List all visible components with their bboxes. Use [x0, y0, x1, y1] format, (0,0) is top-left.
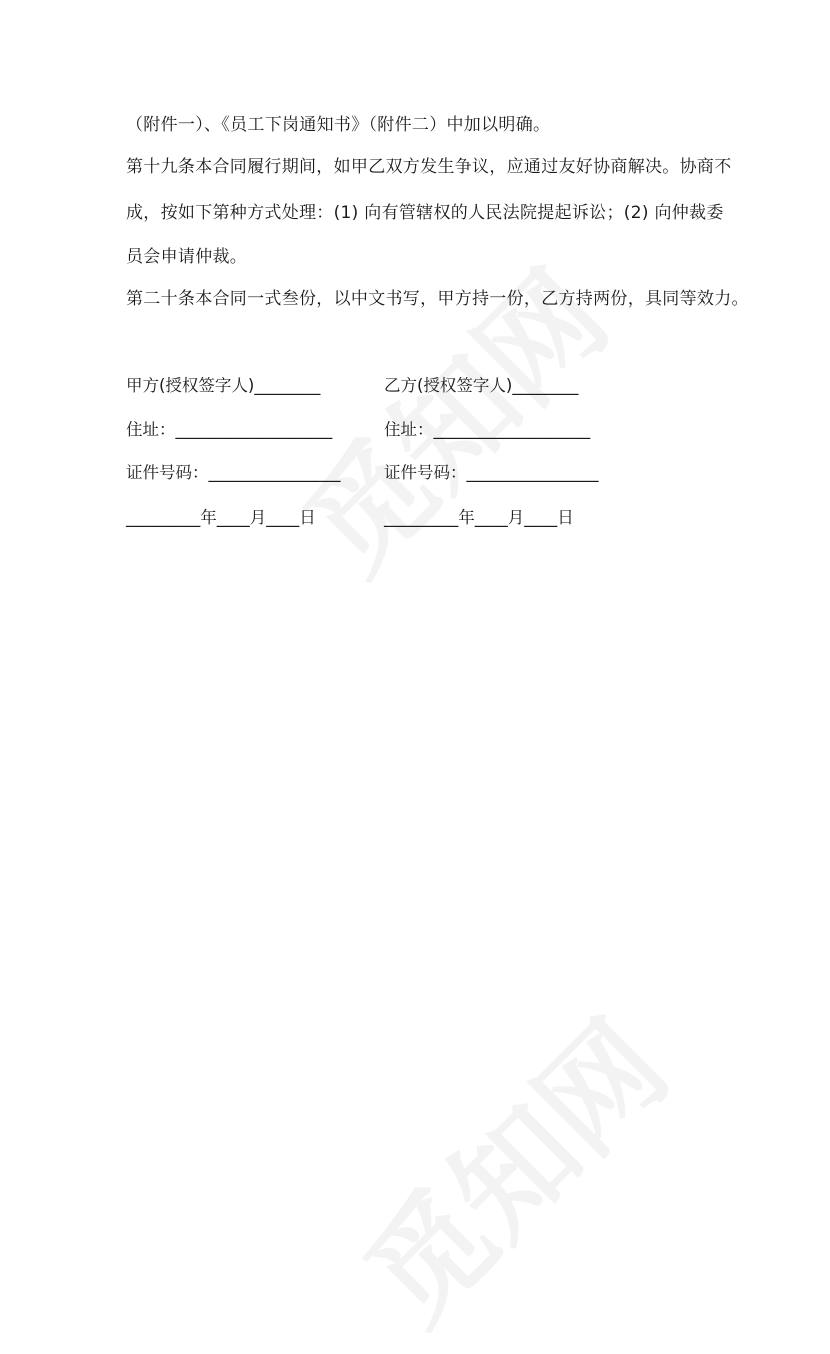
- party-b-id-number: 证件号码：________________: [384, 463, 599, 482]
- party-a-date: _________年____月____日: [126, 508, 316, 527]
- watermark: [322, 978, 698, 1354]
- paragraph-line: （附件一）、《员工下岗通知书》（附件二）中加以明确。: [126, 115, 551, 135]
- party-b-signatory: 乙方(授权签字人)________: [384, 376, 579, 395]
- paragraph-line: 员会申请仲裁。: [126, 247, 248, 267]
- paragraph-line: 第二十条本合同一式叁份，以中文书写，甲方持一份，乙方持两份，具同等效力。: [126, 289, 749, 309]
- party-a-id-number: 证件号码：________________: [126, 463, 341, 482]
- party-a-address: 住址：___________________: [126, 420, 333, 439]
- watermark: [262, 228, 638, 604]
- party-a-signatory: 甲方(授权签字人)________: [126, 376, 321, 395]
- paragraph-line: 成，按如下第种方式处理：(1) 向有管辖权的人民法院提起诉讼；(2) 向仲裁委: [126, 203, 724, 223]
- party-b-address: 住址：___________________: [384, 420, 591, 439]
- party-b-date: _________年____月____日: [384, 508, 574, 527]
- paragraph-line: 第十九条本合同履行期间，如甲乙双方发生争议，应通过友好协商解决。协商不: [126, 157, 732, 177]
